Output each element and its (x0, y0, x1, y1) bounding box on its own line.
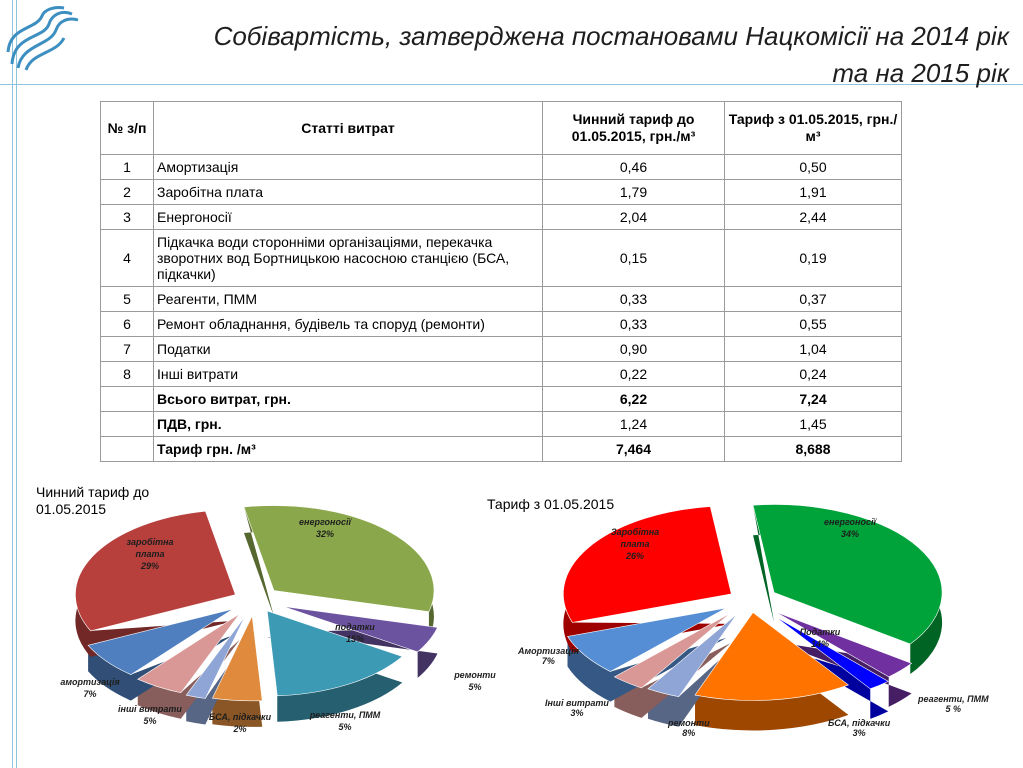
label-other-costs-text: Інші витрати (545, 698, 609, 708)
pie-slice-label: Податки 14% (799, 627, 841, 649)
row-name: Всього витрат, грн. (154, 387, 543, 412)
row-current-value: 6,22 (543, 387, 725, 412)
row-new-value: 1,04 (725, 337, 902, 362)
label-bsa-text: БСА, підкачки (828, 718, 891, 728)
row-name: Підкачка води сторонніми організаціями, перекачка зворотних вод Бортницькою насосною станцією (БСА, підкачки) (154, 230, 543, 287)
chart2-title: Тариф з 01.05.2015 (487, 496, 615, 512)
table-row-vat (101, 412, 902, 437)
row-name: Реагенти, ПММ (154, 287, 543, 312)
label-other-costs-pct: 3% (570, 708, 584, 718)
row-name: Інші витрати (154, 362, 543, 387)
row-number: 6 (101, 312, 154, 337)
row-number: 8 (101, 362, 154, 387)
row-new-value: 0,24 (725, 362, 902, 387)
row-number: 1 (101, 155, 154, 180)
row-new-value: 0,19 (725, 230, 902, 287)
company-logo-icon (4, 4, 84, 72)
pie-slice-label: Заробітна плата 26% (610, 527, 660, 561)
label-other-costs (545, 698, 609, 718)
label-repairs-pct: 8% (682, 728, 696, 738)
row-name: Енергоносії (154, 205, 543, 230)
header-items: Статті витрат (154, 102, 543, 155)
pie-slice-label: амортизація 7% (60, 677, 120, 699)
pie-slice (75, 511, 235, 631)
row-number: 5 (101, 287, 154, 312)
row-current-value: 0,15 (543, 230, 725, 287)
row-current-value: 0,33 (543, 312, 725, 337)
label-reagents-pct: 5 % (945, 704, 962, 714)
page-title (129, 18, 1009, 92)
row-current-value: 0,33 (543, 287, 725, 312)
row-number (101, 412, 154, 437)
pie-slice (563, 507, 731, 623)
row-number: 3 (101, 205, 154, 230)
row-current-value: 1,24 (543, 412, 725, 437)
row-new-value: 8,688 (725, 437, 902, 462)
pie-slice-label: енергоносії 34% (824, 517, 876, 539)
row-name: Тариф грн. /м³ (154, 437, 543, 462)
page-title-line1: Собівартість, затверджена постановами Нацкомісії на 2014 рік (213, 21, 1009, 51)
page-title-line2: та на 2015 рік (832, 58, 1009, 88)
row-name: Амортизація (154, 155, 543, 180)
pie-chart-new (560, 490, 980, 750)
pie-slice-label: ремонти 5% (454, 670, 496, 692)
row-new-value: 2,44 (725, 205, 902, 230)
row-new-value: 1,91 (725, 180, 902, 205)
label-amortization-pct: 7% (541, 656, 555, 666)
label-repairs-text: ремонти (668, 718, 710, 728)
table-header-row (101, 102, 902, 155)
row-current-value: 7,464 (543, 437, 725, 462)
label-amortization (518, 646, 579, 666)
row-current-value: 1,79 (543, 180, 725, 205)
header-number: № з/п (101, 102, 154, 155)
left-rule-2 (16, 0, 17, 768)
header-current-tariff: Чинний тариф до 01.05.2015, грн./м³ (543, 102, 725, 155)
table-row (101, 362, 902, 387)
label-repairs (668, 718, 710, 738)
row-new-value: 7,24 (725, 387, 902, 412)
table-row (101, 337, 902, 362)
table-row (101, 180, 902, 205)
row-current-value: 0,46 (543, 155, 725, 180)
row-name: Податки (154, 337, 543, 362)
row-new-value: 0,50 (725, 155, 902, 180)
table-row-total (101, 387, 902, 412)
left-rule-1 (12, 0, 13, 768)
label-amortization-text: Амортизація (518, 646, 579, 656)
row-new-value: 0,55 (725, 312, 902, 337)
row-number (101, 437, 154, 462)
row-number (101, 387, 154, 412)
row-current-value: 2,04 (543, 205, 725, 230)
table-row (101, 312, 902, 337)
table-row (101, 230, 902, 287)
row-new-value: 0,37 (725, 287, 902, 312)
row-current-value: 0,22 (543, 362, 725, 387)
row-number: 4 (101, 230, 154, 287)
label-reagents-text: реагенти, ПММ (918, 694, 989, 704)
table-row (101, 205, 902, 230)
pie-chart-current (60, 490, 496, 750)
pie-slice-label: реагенти, ПММ 5% (309, 710, 381, 732)
pie-slice-label: енергоносії 32% (299, 517, 351, 539)
chart1-title: Чинний тариф до 01.05.2015 (36, 484, 150, 517)
row-number: 2 (101, 180, 154, 205)
pie-slice-label: податки 15% (335, 622, 375, 644)
label-bsa (828, 718, 890, 738)
row-name: Заробітна плата (154, 180, 543, 205)
pie-slice-label: БСА, підкачки 2% (208, 712, 272, 734)
pie-slice-label: інші витрати 5% (118, 704, 182, 726)
label-bsa-pct: 3% (852, 728, 866, 738)
table-row (101, 287, 902, 312)
row-current-value: 0,90 (543, 337, 725, 362)
table-row-tariff (101, 437, 902, 462)
row-name: ПДВ, грн. (154, 412, 543, 437)
row-new-value: 1,45 (725, 412, 902, 437)
label-reagents (918, 694, 989, 714)
cost-table (100, 101, 902, 462)
header-new-tariff: Тариф з 01.05.2015, грн./м³ (725, 102, 902, 155)
pie-slice-label: заробітна плата 29% (126, 537, 174, 571)
row-name: Ремонт обладнання, будівель та споруд (ремонти) (154, 312, 543, 337)
table-row (101, 155, 902, 180)
row-number: 7 (101, 337, 154, 362)
